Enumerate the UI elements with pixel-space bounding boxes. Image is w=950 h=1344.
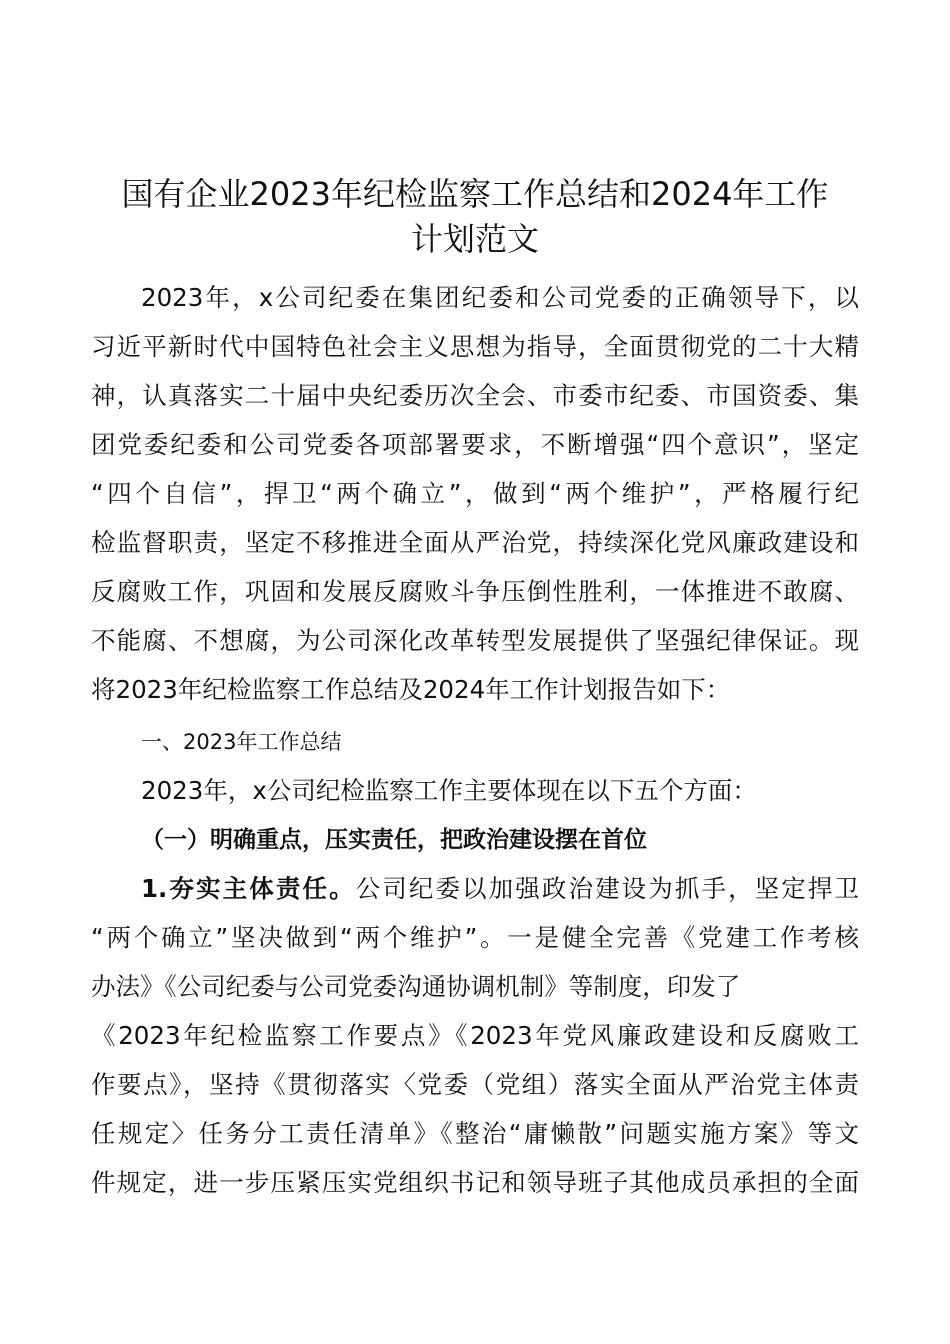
intro-line-3: 神，认真落实二十届中央纪委历次全会、市委市纪委、市国资委、集 [91,381,859,410]
item1-line-7: 件规定，进一步压紧压实党组织书记和领导班子其他成员承担的全面 [91,1168,859,1197]
item1-line-3: 办法》《公司纪委与公司党委沟通协调机制》等制度，印发了 [91,972,741,1001]
document-title [80,172,870,262]
section-intro: 2023年，x公司纪检监察工作主要体现在以下五个方面： [141,776,757,805]
item1-line-2: “两个确立”坚决做到“两个维护”。一是健全完善《党建工作考核 [91,923,859,952]
item1-lead: 1.夯实主体责任。 [141,874,356,903]
intro-line-2: 习近平新时代中国特色社会主义思想为指导，全面贯彻党的二十大精 [91,332,859,361]
item1-first-line [141,874,859,904]
intro-line-9: 将2023年纪检监察工作总结及2024年工作计划报告如下： [91,675,731,704]
item1-line-4: 《2023年纪检监察工作要点》《2023年党风廉政建设和反腐败工 [91,1021,859,1050]
intro-line-4: 团党委纪委和公司党委各项部署要求，不断增强“四个意识”，坚定 [91,430,859,459]
title-line-2: 计划范文 [410,220,539,258]
intro-line-5: “四个自信”，捍卫“两个确立”，做到“两个维护”，严格履行纪 [91,479,859,508]
intro-line-8: 不能腐、不想腐，为公司深化改革转型发展提供了坚强纪律保证。现 [91,626,859,655]
intro-line-7: 反腐败工作，巩固和发展反腐败斗争压倒性胜利，一体推进不敢腐、 [91,577,859,606]
item1-line-6: 任规定〉任务分工责任清单》《整治“庸懒散”问题实施方案》等文 [91,1119,859,1148]
item1-first-line-rest: 公司纪委以加强政治建设为抓手，坚定捍卫 [355,874,859,903]
intro-line-6: 检监督职责，坚定不移推进全面从严治党，持续深化党风廉政建设和 [91,528,859,557]
title-line-1: 国有企业2023年纪检监察工作总结和2024年工作 [121,175,829,213]
subsection-heading: （一）明确重点，压实责任，把政治建设摆在首位 [141,827,647,853]
intro-line-1: 2023年，x公司纪委在集团纪委和公司党委的正确领导下，以 [141,283,859,312]
item1-line-5: 作要点》，坚持《贯彻落实〈党委（党组）落实全面从严治党主体责 [91,1070,859,1099]
section-heading: 一、2023年工作总结 [141,730,342,754]
